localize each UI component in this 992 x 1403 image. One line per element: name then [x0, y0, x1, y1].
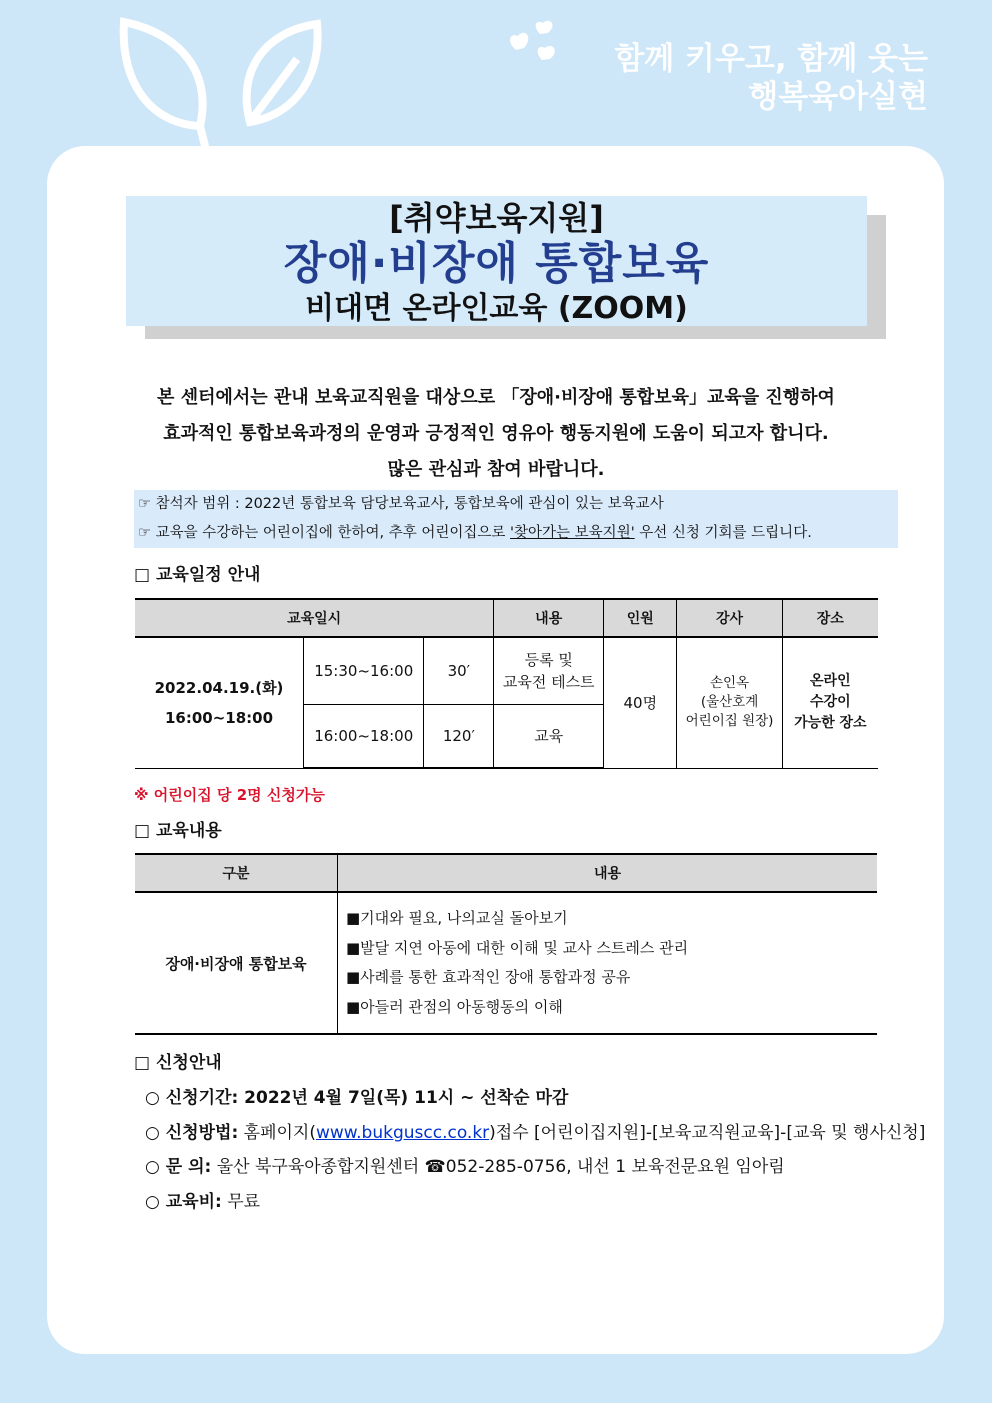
lecturer-line3: 어린이집 원장) — [685, 713, 774, 730]
notice-line2-pre: 교육을 수강하는 어린이집에 한하여, 추후 어린이집으로 — [155, 525, 511, 541]
content-line2: 교육전 테스트 — [502, 672, 595, 691]
application-limit-note: ※ 어린이집 당 2명 신청가능 — [134, 786, 325, 804]
duration-cell: 120′ — [424, 704, 494, 768]
method-label: ○ 신청방법: — [145, 1123, 239, 1143]
pointer-icon: ☞ — [138, 525, 151, 541]
fee-label: ○ 교육비: — [145, 1192, 222, 1212]
people-cell: 40명 — [604, 637, 677, 768]
method-pre: 홈페이지( — [238, 1123, 316, 1143]
list-item: ■기대와 필요, 나의교실 돌아보기 — [346, 909, 568, 927]
apply-method — [145, 1118, 925, 1143]
content-cell — [494, 637, 604, 704]
intro-text — [130, 380, 862, 488]
fee-value: 무료 — [221, 1192, 261, 1212]
date-cell — [135, 637, 304, 768]
header-place: 장소 — [782, 599, 878, 637]
header-content: 내용 — [338, 854, 878, 892]
apply-period: ○ 신청기간: 2022년 4월 7일(목) 11시 ~ 선착순 마감 — [145, 1088, 569, 1108]
list-item: ■사례를 통한 효과적인 장애 통합과정 공유 — [346, 968, 631, 986]
schedule-heading: □ 교육일정 안내 — [134, 565, 261, 585]
apply-contact — [145, 1152, 785, 1177]
header-lecturer: 강사 — [677, 599, 782, 637]
notice-box — [134, 490, 898, 548]
contact-label: ○ 문 의: — [145, 1157, 212, 1177]
notice-line2-emphasis: '찾아가는 보육지원' — [510, 525, 635, 541]
contact-value: 울산 북구육아종합지원센터 ☎052-285-0756, 내선 1 보육전문요원 임아림 — [211, 1157, 785, 1177]
place-cell — [782, 637, 878, 768]
header-content: 내용 — [494, 599, 604, 637]
category-cell: 장애·비장애 통합보육 — [135, 892, 338, 1034]
date-line2: 16:00~18:00 — [164, 708, 274, 727]
list-item: ■아들러 관점의 아동행동의 이해 — [346, 997, 563, 1016]
header-category: 구분 — [135, 854, 338, 892]
content-cell: 교육 — [494, 704, 604, 768]
lecturer-line1: 손인옥 — [709, 675, 750, 692]
lecturer-line2: (울산호계 — [700, 694, 759, 711]
apply-heading: □ 신청안내 — [134, 1053, 222, 1073]
notice-line1-text: 참석자 범위 : 2022년 통합보육 담당보육교사, 통합보육에 관심이 있는 보육교사 — [155, 496, 664, 512]
homepage-link[interactable]: www.bukguscc.co.kr — [315, 1123, 490, 1143]
header-datetime: 교육일시 — [135, 599, 494, 637]
content-line1: 등록 및 — [524, 650, 573, 669]
place-line2: 수강이 — [810, 694, 851, 711]
place-line1: 온라인 — [810, 673, 851, 690]
place-line3: 가능한 장소 — [794, 715, 867, 732]
list-item: ■발달 지연 아동에 대한 이해 및 교사 스트레스 관리 — [346, 938, 689, 957]
title-line3: 비대면 온라인교육 (ZOOM) — [305, 291, 688, 326]
content-heading: □ 교육내용 — [134, 821, 222, 841]
time-cell: 15:30~16:00 — [304, 637, 424, 704]
apply-fee — [145, 1187, 260, 1212]
content-table — [135, 853, 877, 1035]
schedule-table — [135, 598, 878, 769]
intro-line3: 많은 관심과 참여 바랍니다. — [387, 459, 605, 480]
items-cell — [338, 892, 878, 1034]
leaf-icon — [112, 14, 332, 154]
intro-line2: 효과적인 통합보육과정의 운영과 긍정적인 영유아 행동지원에 도움이 되고자 합니다. — [163, 423, 829, 444]
header-people: 인원 — [604, 599, 677, 637]
date-line1: 2022.04.19.(화) — [154, 678, 284, 697]
intro-line1: 본 센터에서는 관내 보육교직원을 대상으로 「장애·비장애 통합보육」교육을 진행하여 — [157, 387, 835, 408]
hearts-icon — [506, 20, 576, 65]
notice-line2-post: 우선 신청 기회를 드립니다. — [634, 525, 812, 541]
pointer-icon: ☞ — [138, 496, 151, 512]
title-line1: [취약보육지원] — [389, 199, 604, 237]
lecturer-cell — [677, 637, 782, 768]
time-cell: 16:00~18:00 — [304, 704, 424, 768]
notice-line1 — [138, 490, 898, 519]
slogan-line1: 함께 키우고, 함께 웃는 — [614, 41, 928, 77]
duration-cell: 30′ — [424, 637, 494, 704]
slogan-line2: 행복육아실현 — [748, 79, 928, 115]
title-box — [126, 196, 867, 326]
notice-line2 — [138, 519, 898, 548]
method-post: )접수 [어린이집지원]-[보육교직원교육]-[교육 및 행사신청] — [489, 1123, 926, 1143]
title-line2: 장애·비장애 통합보육 — [283, 238, 710, 289]
slogan — [614, 40, 928, 116]
